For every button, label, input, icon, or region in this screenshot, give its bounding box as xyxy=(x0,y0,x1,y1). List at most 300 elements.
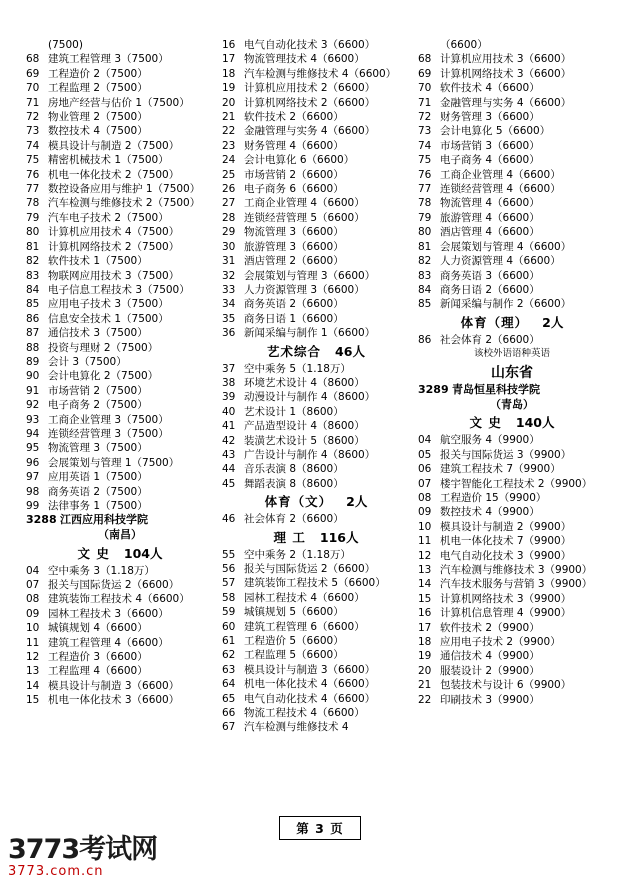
item-text: 酒店管理 4（6600） xyxy=(440,226,540,239)
school-name: 江西应用科技学院 xyxy=(60,513,148,527)
item-code: 72 xyxy=(26,111,40,124)
item-code: 58 xyxy=(222,591,236,604)
list-item xyxy=(222,405,410,419)
item-code: 78 xyxy=(26,197,40,210)
list-item xyxy=(26,693,214,707)
item-code: 68 xyxy=(418,53,432,66)
list-item xyxy=(26,607,214,621)
item-code: 93 xyxy=(26,413,40,426)
item-text: 印刷技术 3（9900） xyxy=(440,693,540,706)
list-item xyxy=(26,326,214,340)
item-text: 连锁经营管理 3（7500） xyxy=(48,427,169,440)
item-text: 信息安全技术 1（7500） xyxy=(48,312,169,325)
item-text: 环境艺术设计 4（8600） xyxy=(244,376,365,389)
list-item xyxy=(222,196,410,210)
province-heading: 山东省 xyxy=(491,365,533,382)
item-code: 74 xyxy=(418,139,432,152)
item-text: 航空服务 4（9900） xyxy=(440,434,540,447)
item-code: 73 xyxy=(26,125,40,138)
school-code: 3288 xyxy=(26,513,57,527)
item-text: 数控技术 4（9900） xyxy=(440,506,540,519)
item-text: 软件技术 2（9900） xyxy=(440,621,540,634)
item-text: 汽车技术服务与营销 3（9900） xyxy=(440,578,593,591)
list-item xyxy=(26,81,214,95)
item-text: 空中乘务 5（1.18万） xyxy=(244,362,351,375)
item-code: 25 xyxy=(222,168,236,181)
item-code: 77 xyxy=(26,183,40,196)
item-code: 22 xyxy=(222,125,236,138)
subject-heading xyxy=(222,528,410,547)
item-text: 模具设计与制造 2（9900） xyxy=(440,520,572,533)
list-item xyxy=(222,663,410,677)
item-code: 04 xyxy=(418,434,432,447)
item-code: 89 xyxy=(26,355,40,368)
item-code: 86 xyxy=(26,312,40,325)
list-item xyxy=(418,211,606,225)
item-text: 计算机应用技术 3（6600） xyxy=(440,53,572,66)
list-item xyxy=(222,648,410,662)
list-item xyxy=(222,168,410,182)
item-code: 63 xyxy=(222,663,236,676)
list-item xyxy=(418,96,606,110)
list-item xyxy=(26,312,214,326)
list-item xyxy=(222,720,410,734)
item-code: 76 xyxy=(26,168,40,181)
item-text: 市场营销 3（6600） xyxy=(440,139,540,152)
list-item xyxy=(222,240,410,254)
column-middle xyxy=(222,38,418,735)
item-code: 27 xyxy=(222,197,236,210)
item-text: 财务管理 3（6600） xyxy=(440,111,540,124)
continuation-text: （6600） xyxy=(440,39,488,51)
list-item xyxy=(26,196,214,210)
item-text: 广告设计与制作 4（8600） xyxy=(244,448,376,461)
list-item xyxy=(222,182,410,196)
watermark-title: 3773考试网 xyxy=(8,834,158,865)
subject-heading xyxy=(418,413,606,432)
item-code: 38 xyxy=(222,376,236,389)
item-code: 15 xyxy=(26,694,40,707)
item-text: 新闻采编与制作 1（6600） xyxy=(244,327,376,340)
school-city: （青岛） xyxy=(490,397,534,411)
item-text: 装潢艺术设计 5（8600） xyxy=(244,434,365,447)
list-item xyxy=(418,635,606,649)
watermark xyxy=(8,836,157,878)
item-code: 45 xyxy=(222,477,236,490)
item-code: 82 xyxy=(26,255,40,268)
item-text: 汽车检测与维修技术 3（9900） xyxy=(440,563,593,576)
item-text: 建筑装饰工程技术 4（6600） xyxy=(48,593,190,606)
item-code: 11 xyxy=(26,636,40,649)
subject-count: 140人 xyxy=(515,415,555,431)
list-item xyxy=(26,52,214,66)
item-text: 法律事务 1（7500） xyxy=(48,500,148,512)
list-item xyxy=(222,312,410,326)
item-code: 37 xyxy=(222,362,236,375)
list-item xyxy=(418,182,606,196)
list-item xyxy=(26,485,214,499)
item-code: 69 xyxy=(418,67,432,80)
item-code: 66 xyxy=(222,707,236,720)
item-text: 汽车电子技术 2（7500） xyxy=(48,211,169,224)
list-item xyxy=(222,96,410,110)
list-item xyxy=(222,605,410,619)
item-code: 18 xyxy=(222,67,236,80)
list-item xyxy=(222,139,410,153)
list-item xyxy=(222,576,410,590)
item-code: 70 xyxy=(26,82,40,95)
list-item xyxy=(26,650,214,664)
item-code: 34 xyxy=(222,298,236,311)
item-text: 工程造价 5（6600） xyxy=(244,635,344,648)
item-text: 投资与理财 2（7500） xyxy=(48,341,159,354)
item-text: 物流管理 3（6600） xyxy=(244,226,344,239)
item-code: 83 xyxy=(26,269,40,282)
item-text: 工商企业管理 3（7500） xyxy=(48,413,169,426)
list-item xyxy=(26,225,214,239)
item-text: 商务日语 1（6600） xyxy=(244,312,344,325)
item-text: 房地产经营与估价 1（7500） xyxy=(48,96,190,109)
item-code: 19 xyxy=(222,82,236,95)
item-text: 报关与国际货运 2（6600） xyxy=(244,563,376,575)
list-item xyxy=(222,376,410,390)
item-code: 43 xyxy=(222,448,236,461)
list-item xyxy=(26,578,214,592)
list-item xyxy=(26,153,214,167)
list-item xyxy=(26,254,214,268)
item-text: 工程造价 2（7500） xyxy=(48,67,148,80)
item-text: 数控技术 4（7500） xyxy=(48,125,148,138)
list-item xyxy=(26,592,214,606)
list-item xyxy=(26,621,214,635)
list-item xyxy=(26,283,214,297)
subject-name: 文 史 xyxy=(469,415,502,431)
list-item xyxy=(418,693,606,707)
item-code: 72 xyxy=(418,111,432,124)
item-text: 物流管理技术 4（6600） xyxy=(244,53,365,66)
item-code: 83 xyxy=(418,269,432,282)
list-item xyxy=(418,67,606,81)
item-text: 计算机网络技术 3（6600） xyxy=(440,67,572,80)
item-text: 软件技术 4（6600） xyxy=(440,82,540,95)
item-text: 会展策划与管理 3（6600） xyxy=(244,269,376,282)
item-text: 物业管理 2（7500） xyxy=(48,111,148,124)
item-code: 92 xyxy=(26,399,40,412)
item-text: 会展策划与管理 1（7500） xyxy=(48,456,180,469)
item-text: 报关与国际货运 3（9900） xyxy=(440,448,572,461)
list-item xyxy=(26,139,214,153)
list-item xyxy=(222,434,410,448)
item-code: 15 xyxy=(418,592,432,605)
item-code: 14 xyxy=(26,679,40,692)
item-code: 36 xyxy=(222,327,236,340)
list-item xyxy=(418,520,606,534)
item-text: 市场营销 2（6600） xyxy=(244,168,344,181)
item-text: 应用电子技术 2（9900） xyxy=(440,636,561,648)
item-code: 33 xyxy=(222,283,236,296)
list-item xyxy=(26,355,214,369)
item-text: 社会体育 2（6600） xyxy=(440,333,540,346)
item-text: 社会体育 2（6600） xyxy=(244,513,344,526)
list-item xyxy=(26,398,214,412)
item-code: 69 xyxy=(26,67,40,80)
list-item xyxy=(418,649,606,663)
list-item xyxy=(26,211,214,225)
list-item xyxy=(222,52,410,66)
item-code: 85 xyxy=(26,298,40,311)
item-code: 32 xyxy=(222,269,236,282)
subject-count: 2人 xyxy=(542,314,564,330)
item-text: 模具设计与制造 3（6600） xyxy=(48,679,180,692)
item-text: 服装设计 2（9900） xyxy=(440,664,540,677)
list-item xyxy=(26,110,214,124)
list-item xyxy=(222,153,410,167)
continuation-text: (7500) xyxy=(48,39,83,51)
list-item xyxy=(418,621,606,635)
item-text: 包装技术与设计 6（9900） xyxy=(440,679,572,692)
list-item xyxy=(222,225,410,239)
list-item xyxy=(26,369,214,383)
item-code: 79 xyxy=(26,211,40,224)
item-text: 物流管理 4（6600） xyxy=(440,197,540,210)
item-text: 计算机网络技术 3（9900） xyxy=(440,592,572,605)
item-text: 通信技术 4（9900） xyxy=(440,650,540,663)
item-code: 86 xyxy=(418,333,432,346)
item-code: 68 xyxy=(26,53,40,66)
list-item xyxy=(418,225,606,239)
list-item xyxy=(222,706,410,720)
item-text: 连锁经营管理 4（6600） xyxy=(440,183,561,196)
item-code: 91 xyxy=(26,384,40,397)
item-code: 41 xyxy=(222,420,236,433)
item-text: 旅游管理 3（6600） xyxy=(244,240,344,253)
item-text: 连锁经营管理 5（6600） xyxy=(244,211,365,224)
list-item xyxy=(26,96,214,110)
item-code: 30 xyxy=(222,240,236,253)
list-item xyxy=(418,196,606,210)
item-code: 95 xyxy=(26,442,40,455)
item-text: 汽车检测与维修技术 4 xyxy=(244,721,349,734)
list-item xyxy=(418,254,606,268)
subject-count: 46人 xyxy=(335,343,365,359)
item-text: 商务日语 2（6600） xyxy=(440,283,540,296)
item-code: 84 xyxy=(418,283,432,296)
list-item xyxy=(222,591,410,605)
item-code: 64 xyxy=(222,678,236,691)
list-item xyxy=(26,664,214,678)
item-code: 87 xyxy=(26,327,40,340)
item-text: 楼宇智能化工程技术 2（9900） xyxy=(440,477,593,490)
item-text: 电气自动化技术 4（6600） xyxy=(244,692,376,705)
list-item xyxy=(418,81,606,95)
item-code: 12 xyxy=(26,651,40,664)
item-code: 78 xyxy=(418,197,432,210)
list-item xyxy=(26,297,214,311)
watermark-url: 3773.com.cn xyxy=(8,864,104,879)
list-item xyxy=(222,283,410,297)
item-code: 20 xyxy=(418,664,432,677)
item-code: 14 xyxy=(418,578,432,591)
list-item xyxy=(418,606,606,620)
item-code: 71 xyxy=(418,96,432,109)
list-item xyxy=(222,124,410,138)
item-text: 舞蹈表演 8（8600） xyxy=(244,477,344,490)
item-code: 17 xyxy=(418,621,432,634)
item-text: 计算机网络技术 2（7500） xyxy=(48,240,180,253)
item-text: 机电一体化技术 7（9900） xyxy=(440,535,572,548)
item-text: 工程造价 3（6600） xyxy=(48,651,148,664)
item-text: 工程监理 4（6600） xyxy=(48,665,148,678)
list-item xyxy=(222,548,410,562)
item-code: 42 xyxy=(222,434,236,447)
list-item xyxy=(222,254,410,268)
list-item xyxy=(418,592,606,606)
list-item xyxy=(418,283,606,297)
item-text: 会展策划与管理 4（6600） xyxy=(440,240,572,253)
item-code: 21 xyxy=(418,679,432,692)
item-code: 76 xyxy=(418,168,432,181)
list-item xyxy=(418,577,606,591)
item-code: 77 xyxy=(418,183,432,196)
item-text: 建筑工程技术 7（9900） xyxy=(440,463,561,476)
list-item xyxy=(26,456,214,470)
item-code: 20 xyxy=(222,96,236,109)
subject-heading xyxy=(222,342,410,361)
list-item xyxy=(418,333,606,347)
item-text: 人力资源管理 3（6600） xyxy=(244,283,365,296)
item-code: 98 xyxy=(26,485,40,498)
list-item xyxy=(418,491,606,505)
list-item xyxy=(222,677,410,691)
item-text: 物联网应用技术 3（7500） xyxy=(48,269,180,282)
list-item xyxy=(222,38,410,52)
item-code: 55 xyxy=(222,548,236,561)
subject-count: 116人 xyxy=(319,529,359,545)
item-text: 商务英语 2（7500） xyxy=(48,485,148,498)
list-item xyxy=(418,297,606,311)
item-text: 工程监理 2（7500） xyxy=(48,82,148,95)
list-item xyxy=(222,462,410,476)
three-column-layout xyxy=(26,38,614,735)
item-code: 85 xyxy=(418,298,432,311)
item-code: 28 xyxy=(222,211,236,224)
item-code: 57 xyxy=(222,577,236,590)
list-item xyxy=(26,499,214,513)
item-code: 13 xyxy=(26,665,40,678)
item-text: 电子商务 6（6600） xyxy=(244,183,344,196)
list-item xyxy=(26,240,214,254)
subject-count: 2人 xyxy=(346,494,368,510)
item-text: 电气自动化技术 3（9900） xyxy=(440,549,572,562)
item-text: 工商企业管理 4（6600） xyxy=(440,168,561,181)
item-code: 81 xyxy=(418,240,432,253)
list-item xyxy=(418,240,606,254)
item-code: 26 xyxy=(222,183,236,196)
item-code: 21 xyxy=(222,111,236,124)
list-item xyxy=(26,168,214,182)
list-item xyxy=(222,81,410,95)
subject-name: 理 工 xyxy=(273,529,306,545)
item-code: 56 xyxy=(222,563,236,575)
item-code: 90 xyxy=(26,370,40,383)
list-item xyxy=(222,634,410,648)
list-item xyxy=(418,139,606,153)
list-item xyxy=(222,67,410,81)
item-text: 建筑工程管理 6（6600） xyxy=(244,620,365,633)
item-text: 音乐表演 8（8600） xyxy=(244,463,344,476)
item-code: 96 xyxy=(26,456,40,469)
item-text: 计算机网络技术 2（6600） xyxy=(244,96,376,109)
item-code: 71 xyxy=(26,96,40,109)
page-number: 第 3 页 xyxy=(279,816,360,840)
item-text: 工商企业管理 4（6600） xyxy=(244,197,365,210)
item-code: 07 xyxy=(418,477,432,490)
item-code: 10 xyxy=(26,622,40,635)
item-code: 79 xyxy=(418,211,432,224)
list-item xyxy=(418,269,606,283)
item-code: 11 xyxy=(418,535,432,548)
list-item xyxy=(26,679,214,693)
subject-count: 104人 xyxy=(123,545,163,561)
item-text: 电子信息工程技术 3（7500） xyxy=(48,283,190,296)
item-text: 商务英语 3（6600） xyxy=(440,269,540,282)
item-code: 73 xyxy=(418,125,432,138)
list-item xyxy=(26,427,214,441)
subject-name: 体育（文） xyxy=(264,494,333,510)
item-text: 人力资源管理 4（6600） xyxy=(440,255,561,268)
item-code: 19 xyxy=(418,650,432,663)
item-code: 13 xyxy=(418,563,432,576)
list-item xyxy=(222,477,410,491)
list-item xyxy=(418,534,606,548)
list-item xyxy=(26,636,214,650)
item-text: 市场营销 2（7500） xyxy=(48,384,148,397)
subject-heading xyxy=(222,492,410,511)
item-text: 空中乘务 2（1.18万） xyxy=(244,548,351,561)
item-text: 旅游管理 4（6600） xyxy=(440,211,540,224)
list-item xyxy=(26,124,214,138)
item-text: 通信技术 3（7500） xyxy=(48,327,148,340)
list-item xyxy=(418,52,606,66)
item-text: 计算机信息管理 4（9900） xyxy=(440,607,572,620)
list-item xyxy=(26,470,214,484)
subject-name: 体育（理） xyxy=(460,314,529,330)
list-item xyxy=(222,110,410,124)
item-text: 软件技术 2（6600） xyxy=(244,111,344,124)
item-code: 09 xyxy=(26,607,40,620)
item-text: 会计电算化 5（6600） xyxy=(440,125,551,138)
list-item xyxy=(418,462,606,476)
list-item xyxy=(418,678,606,692)
list-item xyxy=(26,413,214,427)
item-text: 模具设计与制造 2（7500） xyxy=(48,139,180,152)
list-item xyxy=(418,549,606,563)
list-item xyxy=(418,664,606,678)
item-text: 物流工程技术 4（6600） xyxy=(244,707,365,720)
item-text: 建筑工程管理 4（6600） xyxy=(48,636,169,649)
item-code: 81 xyxy=(26,240,40,253)
item-text: 软件技术 1（7500） xyxy=(48,255,148,268)
item-text: 应用电子技术 3（7500） xyxy=(48,298,169,311)
item-text: 新闻采编与制作 2（6600） xyxy=(440,298,572,311)
item-code: 84 xyxy=(26,283,40,296)
list-item xyxy=(222,211,410,225)
list-item xyxy=(222,390,410,404)
item-text: 园林工程技术 4（6600） xyxy=(244,591,365,604)
item-text: 精密机械技术 1（7500） xyxy=(48,154,169,167)
item-code: 80 xyxy=(418,226,432,239)
item-text: 工程监理 5（6600） xyxy=(244,649,344,662)
